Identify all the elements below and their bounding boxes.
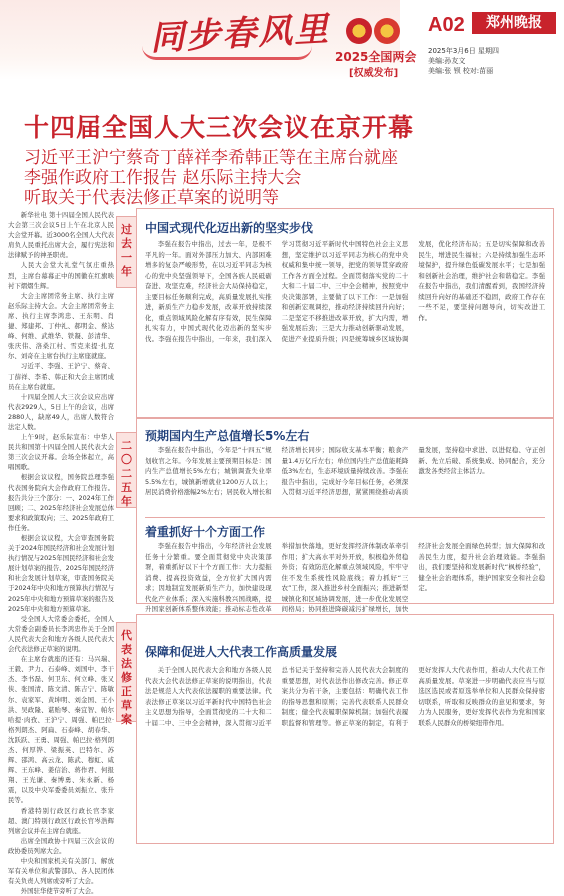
- subheadline-3: 听取关于代表法修正草案的说明等: [24, 188, 279, 208]
- section-text: 李强在报告中指出，过去一年，是极不平凡的一年。面对外部压力加大、内部困难增多的复杂严峻形势，在以习近平同志为核心的党中央坚强领导下，全国各族人民砥砺奋进、攻坚克难，经济社会大局保持稳定，主要目标任务顺利完成，高质量发展扎实推进，新质生产力稳步发展，改革开放持续深化，重点领域风险化解有序有效，民生保障扎实有力，中国式现代化迈出新的坚实步伐。李强在报告中指出，一年来，我们深入学习贯彻习近平新时代中国特色社会主义思想，坚定维护以习近平同志为核心的党中央权威和集中统一领导，把党的领导贯穿政府工作各方面全过程。全面贯彻落实党的二十大和二十届二中、三中全会精神，按照党中央决策部署，主要做了以下工作：一是加强和创新宏观调控，推动经济持续回升向好；二是坚定不移推进改革开放，扩大内需，增强发展后劲；三是大力推动创新驱动发展，促进产业提质升级；四是统筹城乡区域协调发展，优化经济布局；五是切实保障和改善民生，增进民生福祉；六是持续加强生态环境保护，提升绿色低碳发展水平；七是加强和创新社会治理，维护社会和谐稳定。李强在报告中指出，我们清醒看到，我国经济持续回升向好的基础还不稳固，政府工作存在一些不足，要坚持问题导向，切实改进工作。: [145, 240, 545, 343]
- article-paragraph: 习近平、李强、王沪宁、蔡奇、丁薛祥、李希、韩正和大会主席团成员在主席台就座。: [8, 362, 114, 391]
- section-body: [145, 239, 545, 411]
- section-tab-representative-law: 代表法修正草案: [116, 622, 136, 722]
- article-paragraph: 根据会议议程，国务院总理李强代表国务院向大会作政府工作报告。报告共分三个部分：一、2024年工作回顾；二、2025年经济社会发展总体要求和政策取向；三、2025年政府工作任务。: [8, 473, 114, 532]
- section-title: 着重抓好十个方面工作: [145, 525, 266, 539]
- article-paragraph: 上午9时，赵乐际宣布：中华人民共和国第十四届全国人民代表大会第三次会议开幕。会场全体起立，高唱国歌。: [8, 433, 114, 472]
- article-paragraph: 中央和国家机关有关部门、解放军有关单位和武警部队、各人民团体有关负责人列席或旁听了大会。: [8, 857, 114, 886]
- article-paragraph: 十四届全国人大三次会议应出席代表2929人，5日上午的会议，出席2880人，缺席49人，出席人数符合法定人数。: [8, 392, 114, 431]
- section-body: [145, 445, 545, 511]
- section-past-year: [136, 208, 554, 418]
- section-body: [145, 541, 545, 613]
- cppcc-emblem-icon: [374, 18, 400, 44]
- subheadline-2: 李强作政府工作报告 赵乐际主持大会: [24, 168, 302, 188]
- article-paragraph: 人民大会堂大礼堂气氛庄重热烈，主席台幕幕正中的国徽在红旗映衬下熠熠生辉。: [8, 261, 114, 290]
- banner-title: 同步春风里: [149, 9, 332, 59]
- section-title: 预期国内生产总值增长5%左右: [145, 429, 310, 443]
- section-tab-past-year: 过去一年: [116, 216, 136, 288]
- section-tab-2025: 二〇二五年: [116, 432, 136, 508]
- art-credit: 美编:张 钡 校对:苗丽: [428, 67, 494, 75]
- swirl-decoration: [142, 46, 312, 60]
- issue-date: 2025年3月6日 星期四: [428, 47, 499, 55]
- section-text: 关于全国人民代表大会和地方各级人民代表大会代表法修正草案的说明指出，代表法是规范人大代表依法履职的重要法律。代表法修正草案以习近平新时代中国特色社会主义思想为指导，全面贯彻党的二十大和二十届二中、三中全会精神，深入贯彻习近平总书记关于坚持和完善人民代表大会制度的重要思想，对代表法作出修改完善。修正草案共分为若干条，主要包括：明确代表工作的指导思想和原则；完善代表联系人民群众制度；健全代表履职保障机制；加强代表履职监督和管理等。修正草案的制定，有利于更好发挥人大代表作用，推动人大代表工作高质量发展。草案进一步明确代表应当与原选区选民或者原选举单位和人民群众保持密切联系，听取和反映群众的意见和要求，努力为人民服务，更好发挥代表作为党和国家联系人民群众的桥梁纽带作用。: [145, 666, 545, 727]
- section-text: 李强在报告中指出，今年经济社会发展任务十分繁重。要全面贯彻党中央决策部署，着重抓好以下十个方面工作：大力提振消费、提高投资效益，全方位扩大国内需求；因地制宜发展新质生产力，加快建设现代化产业体系；深入实施科教兴国战略，提升国家创新体系整体效能；推动标志性改革举措加快落地，更好发挥经济体制改革牵引作用；扩大高水平对外开放，积极稳外贸稳外资；有效防范化解重点领域风险，牢牢守住不发生系统性风险底线；着力抓好“三农”工作，深入推进乡村全面振兴；推进新型城镇化和区域协调发展，进一步优化发展空间格局；协同推进降碳减污扩绿增长，加快经济社会发展全面绿色转型；加大保障和改善民生力度，提升社会治理效能。李强指出，我们要坚持和发展新时代“枫桥经验”，健全社会治理体系，维护国家安全和社会稳定。: [145, 542, 545, 613]
- national-emblem-icon: [346, 18, 372, 44]
- article-paragraph: 大会主席团常务主席、执行主席赵乐际主持大会。大会主席团常务主席、执行主席李鸿忠、王东明、肖捷、郑建邦、丁仲礼、郝明金、蔡达峰、何维、武维华、铁凝、彭清华、张庆伟、洛桑江村、雪克来提·扎克尔、刘奇在主席台执行主席座就座。: [8, 291, 114, 361]
- subheadline-1: 习近平王沪宁蔡奇丁薛祥李希韩正等在主席台就座: [24, 148, 398, 168]
- article-paragraph: 根据会议议程，大会审查国务院关于2024年国民经济和社会发展计划执行情况与2025年国民经济和社会发展计划草案的报告、2025年国民经济和社会发展计划草案，审查国务院关于2024年中央和地方预算执行情况与2025年中央和地方预算草案的报告及2025年中央和地方预算草案。: [8, 534, 114, 613]
- section-2025: [136, 418, 554, 613]
- editor-credit: 美编:孙友文: [428, 57, 466, 65]
- article-paragraph: 在主席台就座的还有：马兴瑞、王毅、尹力、石泰峰、刘国中、李干杰、李书磊、何卫东、何立峰、张又侠、张国清、陈文清、陈吉宁、陈敏尔、袁家军、黄坤明、刘金国、王小洪、吴政隆、谌贻琴、秦宜智、帕尔哈提·肉孜、王沪宁、周强、帕巴拉·格列朗杰、阿扁、石泰峰、胡春华、沈跃跃、王勇、周强、帕巴拉·格列朗杰、何厚铧、梁振英、巴特尔、苏辉、邵鸿、高云龙、陈武、穆虹、咸辉、王东峰、姜信治、蒋作君、何报翔、王光谦、秦博勇、朱永新、杨震，以及中央军委委员刘振立、张升民等。: [8, 655, 114, 805]
- section-title: 中国式现代化迈出新的坚实步伐: [145, 221, 314, 235]
- authority-label: [权威发布]: [349, 68, 399, 79]
- page-title: 十四届全国人大三次会议在京开幕: [24, 113, 415, 142]
- divider: [145, 517, 545, 518]
- article-paragraph: 香港特别行政区行政长官李家超、澳门特别行政区行政长官岑浩辉列席会议并在主席台就座。: [8, 806, 114, 835]
- section-representative-law: [136, 614, 554, 844]
- main-article-column: [8, 210, 114, 896]
- page-number: A02: [428, 14, 465, 36]
- section-body: [145, 665, 545, 837]
- masthead: [0, 0, 564, 80]
- newspaper-logo: 郑州晚报: [472, 12, 556, 34]
- section-text: 李强在报告中指出，今年是“十四五”规划收官之年。今年发展主要预期目标是：国内生产总值增长5%左右；城镇调查失业率5.5%左右，城镇新增就业1200万人以上；居民消费价格涨幅2%左右；居民收入增长和经济增长同步；国际收支基本平衡；粮食产量1.4万亿斤左右；单位国内生产总值能耗降低3%左右，生态环境质量持续改善。李强在报告中指出，完成好今年目标任务，必须深入贯彻习近平经济思想，紧紧围绕推动高质量发展，坚持稳中求进、以进促稳、守正创新、先立后破、系统集成、协同配合，充分激发各类经营主体活力。: [145, 446, 545, 496]
- section-title: 保障和促进人大代表工作高质量发展: [145, 645, 338, 659]
- article-paragraph: 受全国人大常委会委托，全国人大常委会副委员长李鸿忠作关于全国人民代表大会和地方各级人民代表大会代表法修正草案的说明。: [8, 614, 114, 654]
- lianghui-label: 2025全国两会: [335, 50, 417, 64]
- article-paragraph: 出席全国政协十四届三次会议的政协委员列席大会。: [8, 836, 114, 855]
- article-paragraph: 新华社电 第十四届全国人民代表大会第三次会议5日上午在北京人民大会堂开幕。近3000名全国人大代表肩负人民重托出席大会，履行宪法和法律赋予的神圣职责。: [8, 211, 114, 260]
- article-paragraph: 外国驻华使节旁听了大会。: [20, 887, 98, 896]
